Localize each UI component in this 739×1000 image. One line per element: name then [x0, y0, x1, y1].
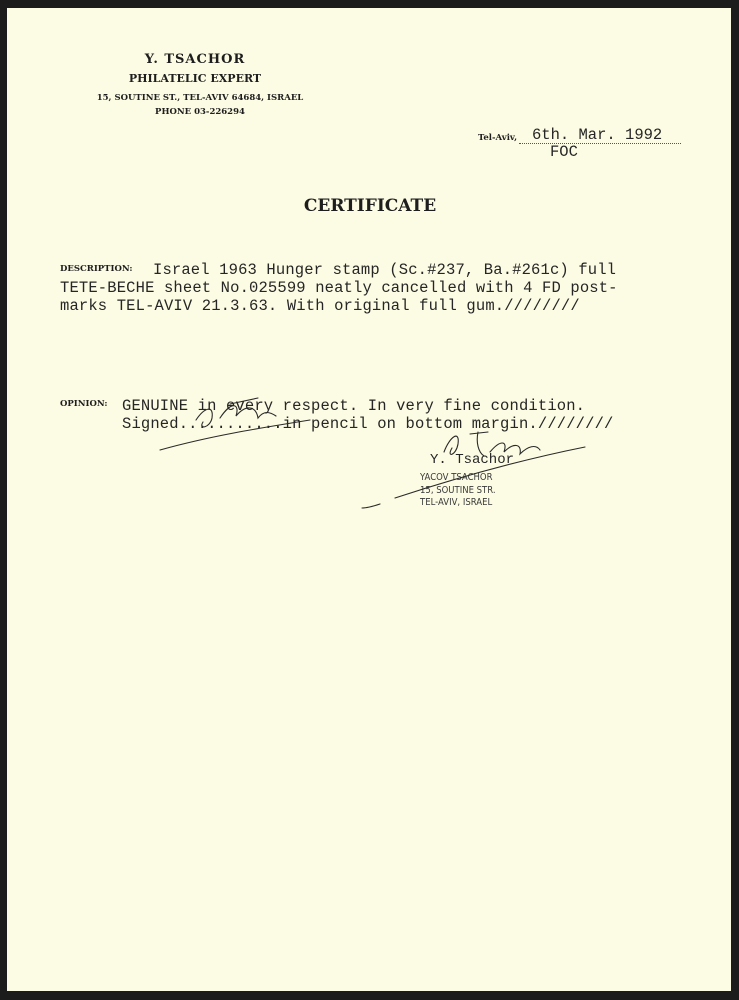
certificate-title: CERTIFICATE — [303, 196, 437, 216]
stamp-line: TEL-AVIV, ISRAEL — [420, 497, 493, 508]
description-line: Israel 1963 Hunger stamp (Sc.#237, Ba.#261c) full — [153, 261, 617, 279]
ink-signature — [362, 432, 585, 508]
description-label: DESCRIPTION: — [60, 264, 133, 274]
date-value: 6th. Mar. 1992 — [532, 126, 663, 144]
stamp-line: YACOV TSACHOR — [420, 472, 493, 483]
date-note: FOC — [550, 143, 578, 161]
opinion-line: Signed...........in pencil on bottom margin.//////// — [122, 415, 614, 433]
date-place-label: Tel-Aviv, — [478, 133, 518, 143]
letterhead-phone: PHONE 03-226294 — [155, 107, 245, 117]
stamp-line: 15, SOUTINE STR. — [420, 484, 496, 496]
letterhead-title: PHILATELIC EXPERT — [128, 72, 262, 85]
description-line: marks TEL-AVIV 21.3.63. With original full gum.//////// — [60, 297, 580, 315]
opinion-label: OPINION: — [60, 399, 108, 409]
signatory-name: Y. Tsachor — [430, 452, 515, 468]
letterhead-name: Y. TSACHOR — [144, 52, 246, 67]
description-line: TETE-BECHE sheet No.025599 neatly cancelled with 4 FD post- — [60, 279, 618, 297]
letterhead-address: 15, SOUTINE ST., TEL-AVIV 64684, ISRAEL — [96, 93, 304, 103]
opinion-line: GENUINE in every respect. In very fine condition. — [122, 397, 586, 415]
pencil-signature-inline — [160, 398, 310, 450]
